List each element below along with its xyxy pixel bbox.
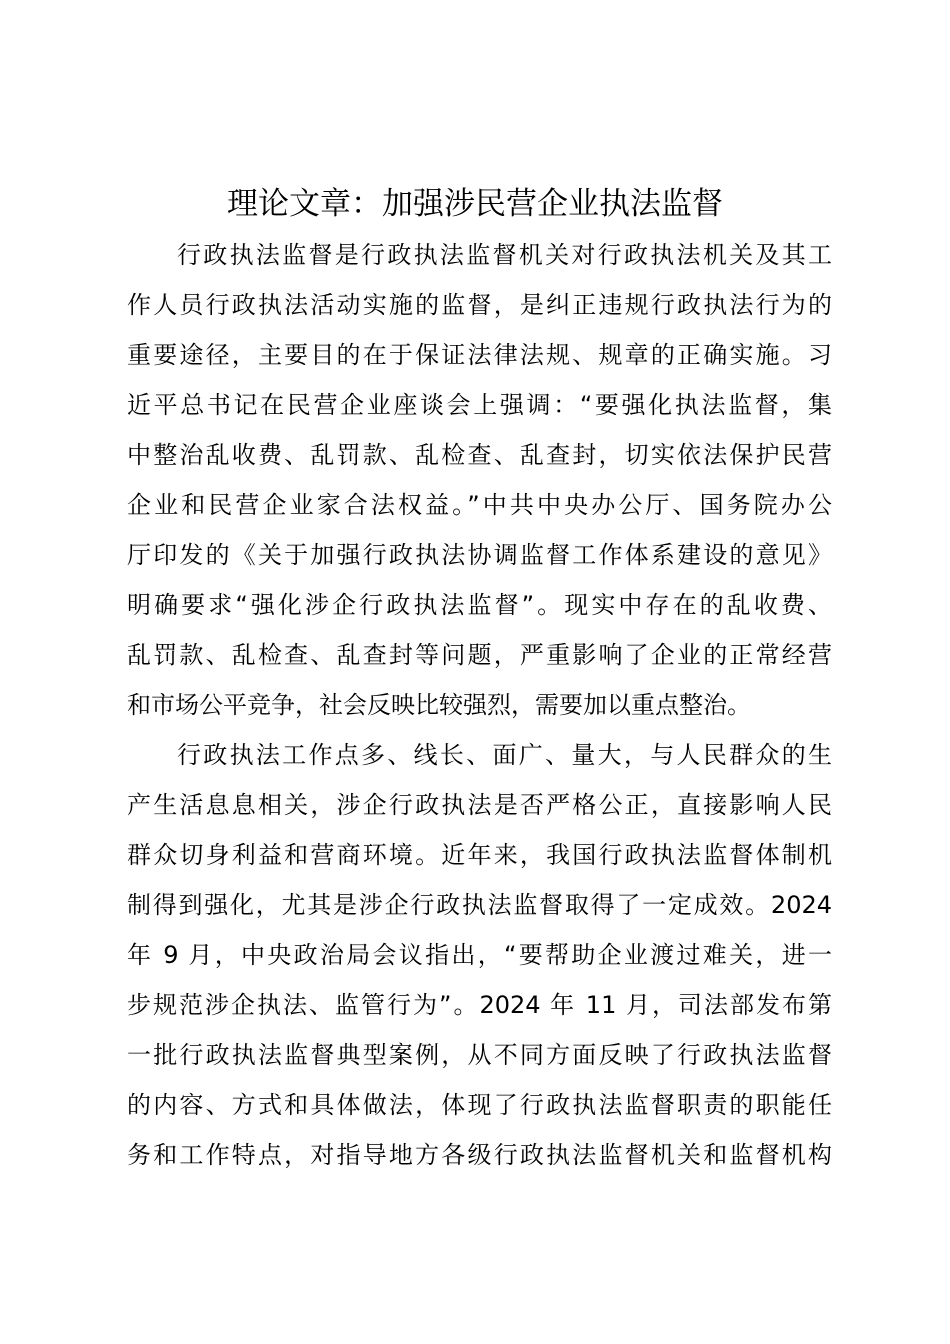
paragraph-line: 务和工作特点，对指导地方各级行政执法监督机关和监督机构	[127, 1141, 832, 1169]
paragraph-line: 步规范涉企执法、监管行为”。2024 年 11 月，司法部发布第	[127, 991, 832, 1019]
paragraph-line: 群众切身利益和营商环境。近年来，我国行政执法监督体制机	[127, 841, 832, 869]
paragraph-line: 年 9 月，中央政治局会议指出，“要帮助企业渡过难关，进一	[127, 941, 832, 969]
paragraph-line: 一批行政执法监督典型案例，从不同方面反映了行政执法监督	[127, 1041, 832, 1069]
paragraph-line: 企业和民营企业家合法权益。”中共中央办公厅、国务院办公	[127, 491, 832, 519]
paragraph-line: 的内容、方式和具体做法，体现了行政执法监督职责的职能任	[127, 1091, 832, 1119]
document-title: 理论文章：加强涉民营企业执法监督	[227, 186, 723, 222]
paragraph-line: 和市场公平竞争，社会反映比较强烈，需要加以重点整治。	[127, 691, 751, 719]
paragraph-line: 明确要求“强化涉企行政执法监督”。现实中存在的乱收费、	[127, 591, 832, 619]
paragraph-line: 作人员行政执法活动实施的监督，是纠正违规行政执法行为的	[127, 291, 832, 319]
paragraph-line: 重要途径，主要目的在于保证法律法规、规章的正确实施。习	[127, 341, 832, 369]
paragraph-line: 近平总书记在民营企业座谈会上强调：“要强化执法监督，集	[127, 391, 832, 419]
paragraph-line: 制得到强化，尤其是涉企行政执法监督取得了一定成效。2024	[127, 891, 832, 919]
paragraph-line: 行政执法监督是行政执法监督机关对行政执法机关及其工	[177, 241, 832, 269]
paragraph-line: 中整治乱收费、乱罚款、乱检查、乱查封，切实依法保护民营	[127, 441, 832, 469]
paragraph-line: 厅印发的《关于加强行政执法协调监督工作体系建设的意见》	[127, 541, 832, 569]
paragraph-line: 产生活息息相关，涉企行政执法是否严格公正，直接影响人民	[127, 791, 832, 819]
paragraph-line: 行政执法工作点多、线长、面广、量大，与人民群众的生	[177, 741, 832, 769]
paragraph-line: 乱罚款、乱检查、乱查封等问题，严重影响了企业的正常经营	[127, 641, 832, 669]
